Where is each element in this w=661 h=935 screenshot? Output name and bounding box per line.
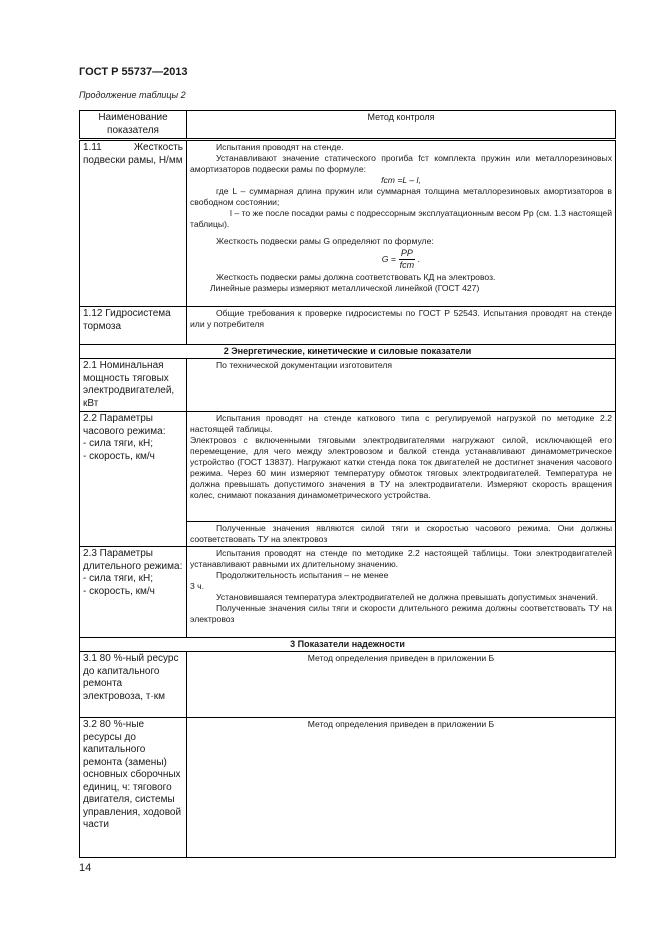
method-text: По технической документации изготовителя <box>216 360 393 370</box>
method-text: Устанавливают значение статического прогиба fст комплекта пружин или металлорезиновых амортизаторов подвески рамы по формуле: <box>190 153 612 174</box>
formula-denominator: fст <box>399 260 415 270</box>
table-row <box>80 140 616 307</box>
formula-numerator: PP <box>400 248 413 258</box>
method-text: l – то же после посадки рамы с подрессорным эксплуатационным весом Pр (см. 1.3 настоящей таблицы). <box>190 208 612 229</box>
document-header: ГОСТ Р 55737—2013 <box>79 66 188 78</box>
page-number: 14 <box>79 862 92 874</box>
column-header-method: Метод контроля <box>187 111 616 140</box>
table-row <box>80 307 616 345</box>
method-text: где L – суммарная длина пружин или суммарная толщина металлорезиновых амортизаторов в свободном состоянии; <box>190 186 612 207</box>
method-text: Полученные значения силы тяги и скорости длительного режима должны соответствовать ТУ на электровоз <box>190 603 612 624</box>
row-method-1-11 <box>187 140 616 307</box>
section-title-3: 3 Показатели надежности <box>80 638 616 652</box>
row-method-1-12 <box>187 307 616 345</box>
row-name-2-2: 2.2 Параметры часового режима: - сила тяги, кН; - скорость, км/ч <box>80 412 187 547</box>
table-row <box>80 718 616 858</box>
row-name-3-2: 3.2 80 %-ные ресурсы до капитального ремонта (замены) основных сборочных единиц, ч: тягового двигателя, системы управления, ходовой части <box>80 718 187 858</box>
method-text: Установившаяся температура электродвигателей не должна превышать допустимых значений. <box>216 592 598 602</box>
section-row <box>80 345 616 359</box>
column-header-name: Наименование показателя <box>80 111 187 140</box>
method-text: Жесткость подвески рамы должна соответствовать КД на электровоз. <box>216 272 496 282</box>
formula-end: . <box>417 254 421 264</box>
method-text: Жесткость подвески рамы G определяют по формуле: <box>216 236 434 246</box>
table-row <box>80 547 616 638</box>
method-text: Испытания проводят на стенде каткового типа с регулируемой нагрузкой по методике 2.2 настоящей таблицы. <box>190 413 612 434</box>
method-text: Испытания проводят на стенде по методике 2.2 настоящей таблицы. Токи электродвигателей устанавливают равными их длительному значению. <box>190 548 612 569</box>
table-row <box>80 412 616 522</box>
method-text: Полученные значения являются силой тяги и скоростью часового режима. Они должны соответствовать ТУ на электровоз <box>190 523 612 544</box>
row-name-2-3: 2.3 Параметры длительного режима: - сила тяги, кН; - скорость, км/ч <box>80 547 187 638</box>
method-text: 3 ч. <box>190 581 205 591</box>
row-method-3-1 <box>187 652 616 718</box>
row-name-1-12: 1.12 Гидросистема тормоза <box>80 307 187 345</box>
row-method-2-2 <box>187 412 616 522</box>
formula-stiffness <box>190 248 612 271</box>
table-continuation-caption: Продолжение таблицы 2 <box>79 90 186 100</box>
table-header-row <box>80 111 616 140</box>
method-text: Электровоз с включенными тяговыми электродвигателями нагружают силой, исключающей его перемещение, для чего между электровозом и балкой стенда устанавливают динамометрическое устройство (ГОСТ 13837). Нагружают катки стенда пока ток двигателей не достигнет значения часового режима. Через 60 мин измеряют температуру обмоток тяговых электродвигателей. Температура не должна превышать допустимого значения в ТУ на электродвигатели. Измеряют скорость вращения колес, снимают показания динамометрического устройства. <box>190 435 612 500</box>
formula-fraction <box>399 248 415 271</box>
row-method-2-1 <box>187 359 616 412</box>
row-name-text: 1.11 Жесткость подвески рамы, Н/мм <box>83 142 183 166</box>
row-method-2-3 <box>187 547 616 638</box>
table-row <box>80 652 616 718</box>
method-text: Метод определения приведен в приложении Б <box>307 719 495 729</box>
method-text: Продолжительность испытания – не менее <box>216 570 389 580</box>
formula-static-deflection: fст =L – l, <box>381 175 421 185</box>
row-method-2-2-result <box>187 522 616 547</box>
method-text: Общие требования к проверке гидросистемы по ГОСТ Р 52543. Испытания проводят на стенде или у потребителя <box>190 308 612 329</box>
method-text: Испытания проводят на стенде. <box>216 142 344 152</box>
section-row <box>80 638 616 652</box>
row-method-3-2 <box>187 718 616 858</box>
method-text: Метод определения приведен в приложении Б <box>307 653 495 663</box>
method-text: Линейные размеры измеряют металлической линейкой (ГОСТ 427) <box>210 283 480 293</box>
table-row <box>80 359 616 412</box>
section-title-2: 2 Энергетические, кинетические и силовые показатели <box>80 345 616 359</box>
row-name-2-1: 2.1 Номинальная мощность тяговых электродвигателей, кВт <box>80 359 187 412</box>
formula-lhs: G = <box>381 254 396 264</box>
requirements-table <box>79 110 616 858</box>
row-name-1-11 <box>80 140 187 307</box>
row-name-3-1: 3.1 80 %-ный ресурс до капитального ремонта электровоза, т·км <box>80 652 187 718</box>
